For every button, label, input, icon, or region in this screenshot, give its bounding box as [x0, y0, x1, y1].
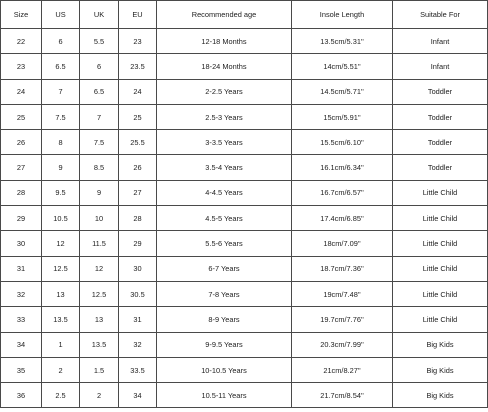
cell-recommended-age: 3-3.5 Years [157, 130, 292, 155]
cell-us: 12 [42, 231, 80, 256]
cell-eu: 25.5 [119, 130, 157, 155]
cell-insole-length: 20.3cm/7.99'' [292, 332, 393, 357]
cell-size: 34 [1, 332, 42, 357]
header-uk: UK [80, 1, 119, 29]
cell-insole-length: 14.5cm/5.71'' [292, 79, 393, 104]
cell-uk: 13 [80, 307, 119, 332]
cell-uk: 12.5 [80, 281, 119, 306]
table-row [1, 180, 488, 205]
cell-us: 7 [42, 79, 80, 104]
cell-suitable-for: Big Kids [393, 332, 488, 357]
cell-us: 13 [42, 281, 80, 306]
table-header-row [1, 1, 488, 29]
cell-uk: 13.5 [80, 332, 119, 357]
cell-us: 12.5 [42, 256, 80, 281]
cell-suitable-for: Infant [393, 29, 488, 54]
cell-recommended-age: 12-18 Months [157, 29, 292, 54]
cell-uk: 2 [80, 383, 119, 408]
cell-recommended-age: 2-2.5 Years [157, 79, 292, 104]
cell-suitable-for: Little Child [393, 206, 488, 231]
cell-uk: 11.5 [80, 231, 119, 256]
cell-insole-length: 18.7cm/7.36'' [292, 256, 393, 281]
cell-uk: 8.5 [80, 155, 119, 180]
table-row [1, 281, 488, 306]
table-row [1, 130, 488, 155]
cell-size: 23 [1, 54, 42, 79]
cell-suitable-for: Little Child [393, 180, 488, 205]
cell-recommended-age: 2.5-3 Years [157, 104, 292, 129]
cell-eu: 33.5 [119, 357, 157, 382]
cell-uk: 7 [80, 104, 119, 129]
cell-recommended-age: 8-9 Years [157, 307, 292, 332]
cell-size: 28 [1, 180, 42, 205]
table-row [1, 256, 488, 281]
table-row [1, 307, 488, 332]
cell-uk: 6.5 [80, 79, 119, 104]
table-row [1, 104, 488, 129]
cell-us: 1 [42, 332, 80, 357]
cell-size: 29 [1, 206, 42, 231]
cell-suitable-for: Little Child [393, 256, 488, 281]
cell-uk: 1.5 [80, 357, 119, 382]
cell-size: 25 [1, 104, 42, 129]
cell-suitable-for: Toddler [393, 130, 488, 155]
cell-size: 22 [1, 29, 42, 54]
cell-recommended-age: 9-9.5 Years [157, 332, 292, 357]
cell-eu: 29 [119, 231, 157, 256]
cell-eu: 30.5 [119, 281, 157, 306]
cell-size: 33 [1, 307, 42, 332]
cell-insole-length: 18cm/7.09'' [292, 231, 393, 256]
cell-size: 30 [1, 231, 42, 256]
table-row [1, 231, 488, 256]
cell-insole-length: 14cm/5.51'' [292, 54, 393, 79]
cell-insole-length: 16.7cm/6.57'' [292, 180, 393, 205]
cell-insole-length: 19cm/7.48'' [292, 281, 393, 306]
cell-recommended-age: 4.5-5 Years [157, 206, 292, 231]
cell-uk: 6 [80, 54, 119, 79]
table-row [1, 155, 488, 180]
table-row [1, 383, 488, 408]
table-row [1, 79, 488, 104]
cell-suitable-for: Big Kids [393, 383, 488, 408]
cell-us: 10.5 [42, 206, 80, 231]
cell-recommended-age: 3.5-4 Years [157, 155, 292, 180]
cell-us: 8 [42, 130, 80, 155]
cell-eu: 34 [119, 383, 157, 408]
cell-recommended-age: 10.5-11 Years [157, 383, 292, 408]
cell-uk: 5.5 [80, 29, 119, 54]
cell-suitable-for: Toddler [393, 155, 488, 180]
table-row [1, 29, 488, 54]
cell-size: 32 [1, 281, 42, 306]
cell-eu: 26 [119, 155, 157, 180]
cell-us: 9 [42, 155, 80, 180]
cell-size: 31 [1, 256, 42, 281]
cell-insole-length: 15cm/5.91'' [292, 104, 393, 129]
cell-insole-length: 21cm/8.27'' [292, 357, 393, 382]
cell-eu: 23.5 [119, 54, 157, 79]
cell-recommended-age: 4-4.5 Years [157, 180, 292, 205]
cell-uk: 9 [80, 180, 119, 205]
cell-suitable-for: Big Kids [393, 357, 488, 382]
cell-insole-length: 15.5cm/6.10'' [292, 130, 393, 155]
cell-insole-length: 19.7cm/7.76'' [292, 307, 393, 332]
cell-suitable-for: Little Child [393, 231, 488, 256]
header-eu: EU [119, 1, 157, 29]
cell-recommended-age: 5.5-6 Years [157, 231, 292, 256]
cell-recommended-age: 18-24 Months [157, 54, 292, 79]
table-row [1, 332, 488, 357]
cell-size: 35 [1, 357, 42, 382]
cell-us: 2.5 [42, 383, 80, 408]
cell-suitable-for: Infant [393, 54, 488, 79]
cell-eu: 27 [119, 180, 157, 205]
cell-insole-length: 17.4cm/6.85'' [292, 206, 393, 231]
header-insole-length: Insole Length [292, 1, 393, 29]
header-us: US [42, 1, 80, 29]
cell-suitable-for: Toddler [393, 79, 488, 104]
cell-uk: 12 [80, 256, 119, 281]
table-row [1, 357, 488, 382]
header-suitable-for: Suitable For [393, 1, 488, 29]
cell-insole-length: 16.1cm/6.34'' [292, 155, 393, 180]
table-row [1, 206, 488, 231]
cell-eu: 23 [119, 29, 157, 54]
cell-eu: 31 [119, 307, 157, 332]
header-recommended-age: Recommended age [157, 1, 292, 29]
cell-us: 9.5 [42, 180, 80, 205]
cell-eu: 32 [119, 332, 157, 357]
table-body [1, 29, 488, 408]
cell-eu: 28 [119, 206, 157, 231]
table-row [1, 54, 488, 79]
cell-recommended-age: 6-7 Years [157, 256, 292, 281]
cell-eu: 30 [119, 256, 157, 281]
cell-suitable-for: Toddler [393, 104, 488, 129]
cell-suitable-for: Little Child [393, 281, 488, 306]
cell-size: 27 [1, 155, 42, 180]
cell-recommended-age: 10-10.5 Years [157, 357, 292, 382]
cell-uk: 7.5 [80, 130, 119, 155]
cell-us: 2 [42, 357, 80, 382]
header-size: Size [1, 1, 42, 29]
cell-recommended-age: 7-8 Years [157, 281, 292, 306]
cell-uk: 10 [80, 206, 119, 231]
cell-suitable-for: Little Child [393, 307, 488, 332]
cell-eu: 25 [119, 104, 157, 129]
cell-size: 26 [1, 130, 42, 155]
cell-size: 24 [1, 79, 42, 104]
cell-us: 6.5 [42, 54, 80, 79]
cell-us: 13.5 [42, 307, 80, 332]
cell-eu: 24 [119, 79, 157, 104]
cell-us: 7.5 [42, 104, 80, 129]
cell-us: 6 [42, 29, 80, 54]
cell-insole-length: 13.5cm/5.31'' [292, 29, 393, 54]
cell-insole-length: 21.7cm/8.54'' [292, 383, 393, 408]
cell-size: 36 [1, 383, 42, 408]
